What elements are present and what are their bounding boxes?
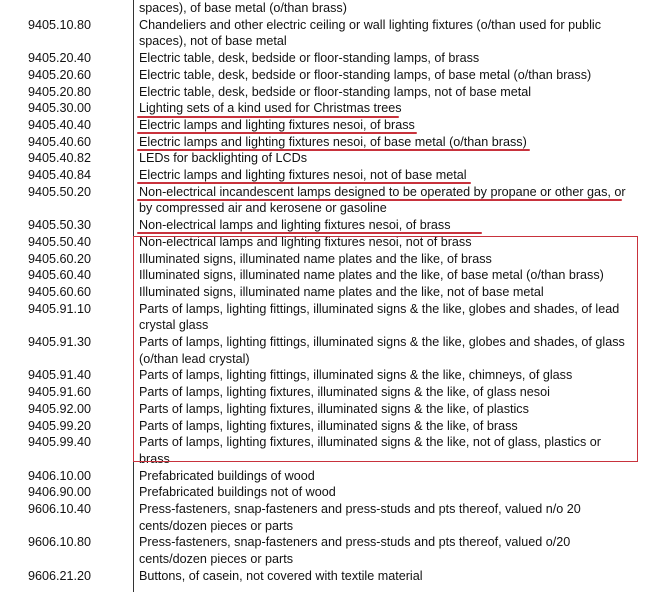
red-underline (137, 132, 417, 134)
item-description (139, 134, 654, 151)
description-line: Parts of lamps, lighting fixtures, illuminated signs & the like, not of glass, plastics or (139, 435, 601, 450)
table-row (0, 534, 660, 567)
description-line: Parts of lamps, lighting fixtures, illuminated signs & the like, of plastics (139, 401, 529, 416)
hts-code: 9405.40.60 (28, 134, 92, 149)
description-line: by compressed air and kerosene or gasoline (139, 201, 387, 216)
hts-code: 9405.60.40 (28, 268, 92, 283)
item-description (139, 0, 654, 17)
table-row (0, 100, 660, 117)
hts-code: 9405.40.40 (28, 117, 92, 132)
description-line: Electric lamps and lighting fixtures nesoi, of base metal (o/than brass) (139, 134, 527, 149)
hts-code: 9606.21.20 (28, 568, 92, 583)
item-description (139, 17, 654, 50)
hts-code: 9405.50.20 (28, 184, 92, 199)
table-row (0, 0, 660, 17)
description-line: Prefabricated buildings not of wood (139, 485, 336, 500)
item-description (139, 468, 654, 485)
description-line: LEDs for backlighting of LCDs (139, 151, 307, 166)
hts-code: 9406.10.00 (28, 468, 92, 483)
hts-code: 9405.50.40 (28, 234, 92, 249)
description-line: crystal glass (139, 318, 209, 333)
hts-code: 9405.20.60 (28, 67, 92, 82)
table-row (0, 150, 660, 167)
table-row (0, 484, 660, 501)
item-description (139, 50, 654, 67)
item-description (139, 150, 654, 167)
description-line: spaces), of base metal (o/than brass) (139, 1, 347, 15)
red-underline (137, 232, 482, 234)
hts-code: 9405.99.40 (28, 435, 92, 450)
description-line: Non-electrical lamps and lighting fixtures nesoi, not of brass (139, 234, 472, 249)
item-description (139, 484, 654, 501)
description-line: Electric lamps and lighting fixtures nesoi, not of base metal (139, 168, 467, 182)
description-line: spaces), not of base metal (139, 34, 287, 49)
table-row (0, 67, 660, 84)
hts-code: 9405.40.82 (28, 151, 92, 166)
red-underline (137, 199, 622, 201)
table-row (0, 17, 660, 50)
description-line: Electric lamps and lighting fixtures nesoi, of brass (139, 117, 415, 132)
table-row (0, 501, 660, 534)
red-underline (137, 149, 530, 151)
item-description (139, 67, 654, 84)
table-row (0, 468, 660, 485)
description-line: (o/than lead crystal) (139, 351, 250, 366)
description-line: cents/dozen pieces or parts (139, 518, 294, 533)
table-row (0, 568, 660, 585)
hts-code: 9405.91.60 (28, 385, 92, 400)
description-line: Press-fasteners, snap-fasteners and press-studs and pts thereof, valued o/20 (139, 535, 571, 550)
description-line: brass (139, 451, 170, 466)
hts-code: 9405.92.00 (28, 401, 92, 416)
description-line: Electric table, desk, bedside or floor-standing lamps, of base metal (o/than brass) (139, 67, 592, 82)
red-highlight-box (133, 236, 638, 462)
description-line: Buttons, of casein, not covered with textile material (139, 568, 423, 583)
hts-code: 9606.10.40 (28, 502, 92, 516)
description-line: Illuminated signs, illuminated name plates and the like, of brass (139, 251, 492, 266)
description-line: Press-fasteners, snap-fasteners and press-studs and pts thereof, valued n/o 20 (139, 502, 581, 516)
item-description (139, 568, 654, 585)
hts-code: 9406.90.00 (28, 485, 92, 500)
description-line: Non-electrical incandescent lamps designed to be operated by propane or other gas, or (139, 184, 626, 199)
table-row (0, 84, 660, 101)
description-line: Chandeliers and other electric ceiling or wall lighting fixtures (o/than used for public (139, 17, 602, 32)
description-line: Illuminated signs, illuminated name plates and the like, of base metal (o/than brass) (139, 268, 604, 283)
item-description (139, 84, 654, 101)
item-description (139, 501, 654, 534)
description-line: Illuminated signs, illuminated name plates and the like, not of base metal (139, 284, 544, 299)
table-row (0, 134, 660, 151)
hts-code: 9405.20.80 (28, 84, 92, 99)
description-line: Parts of lamps, lighting fittings, illuminated signs & the like, chimneys, of glass (139, 368, 573, 383)
hts-code: 9405.60.20 (28, 251, 92, 266)
item-description (139, 534, 654, 567)
hts-code: 9405.30.00 (28, 101, 92, 116)
table-row (0, 50, 660, 67)
hts-code: 9405.91.10 (28, 301, 92, 316)
description-line: Non-electrical lamps and lighting fixtures nesoi, of brass (139, 218, 451, 233)
description-line: Parts of lamps, lighting fixtures, illuminated signs & the like, of brass (139, 418, 518, 433)
hts-code: 9405.91.30 (28, 335, 92, 349)
red-underline (137, 116, 399, 118)
description-line: Parts of lamps, lighting fixtures, illuminated signs & the like, of glass nesoi (139, 385, 550, 400)
hts-code: 9405.20.40 (28, 51, 92, 66)
hts-code: 9405.10.80 (28, 17, 92, 32)
hts-code: 9405.91.40 (28, 368, 92, 383)
description-line: Parts of lamps, lighting fittings, illuminated signs & the like, globes and shades, of glass (139, 335, 625, 349)
hts-code: 9405.40.84 (28, 168, 92, 182)
hts-code: 9405.99.20 (28, 418, 92, 433)
description-line: Electric table, desk, bedside or floor-standing lamps, not of base metal (139, 84, 532, 99)
description-line: Lighting sets of a kind used for Christmas trees (139, 101, 402, 116)
description-line: Electric table, desk, bedside or floor-standing lamps, of brass (139, 51, 480, 66)
hts-code: 9405.50.30 (28, 218, 92, 233)
hts-code: 9405.60.60 (28, 284, 92, 299)
red-underline (137, 182, 471, 184)
description-line: Parts of lamps, lighting fittings, illuminated signs & the like, globes and shades, of lead (139, 301, 620, 316)
description-line: cents/dozen pieces or parts (139, 552, 294, 567)
hts-code: 9606.10.80 (28, 535, 92, 550)
item-description (139, 100, 654, 117)
description-line: Prefabricated buildings of wood (139, 468, 315, 483)
